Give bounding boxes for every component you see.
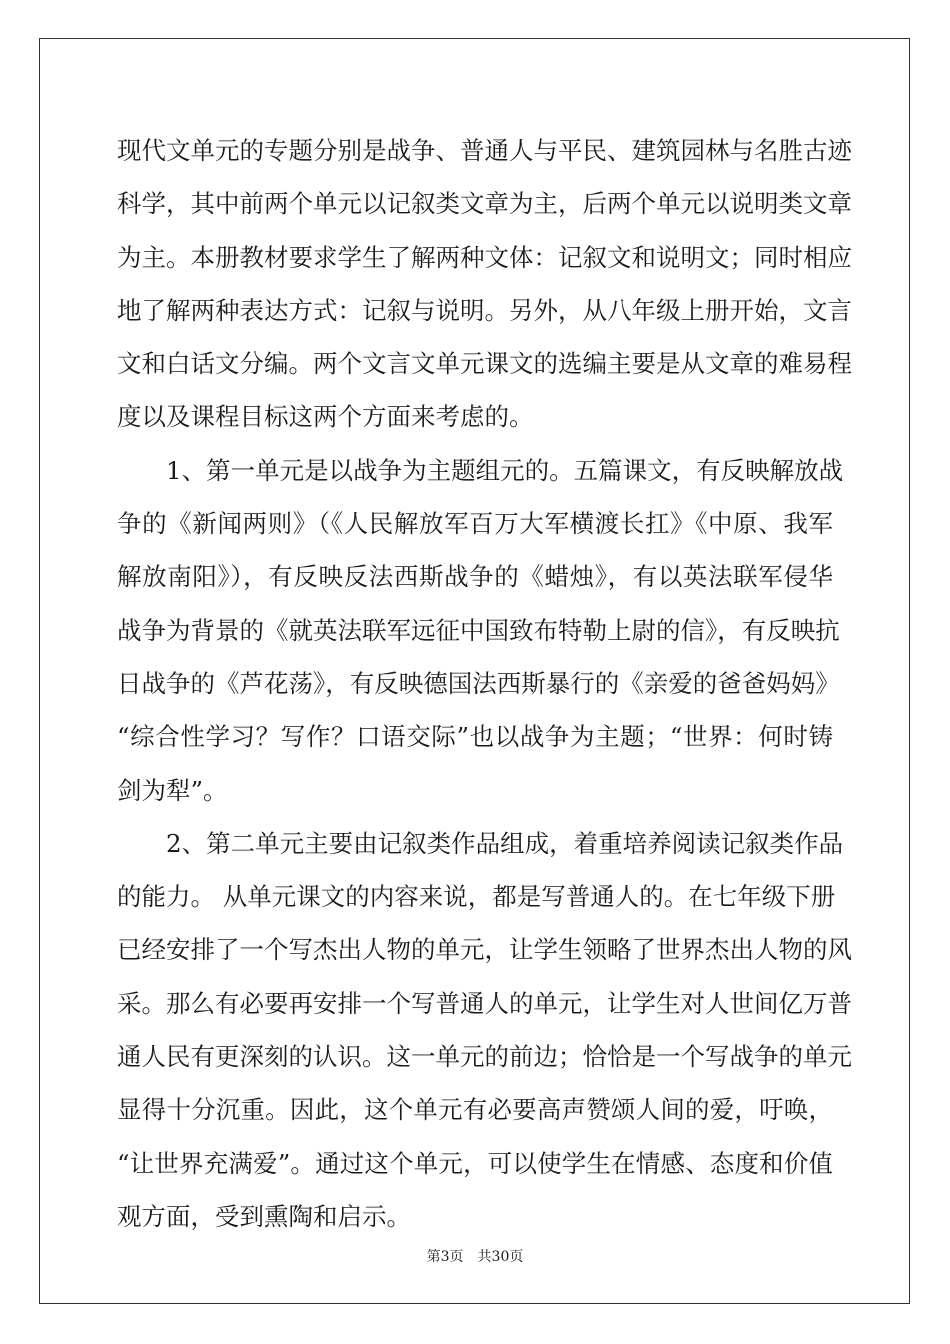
- text-line: 日战争的《芦花荡》，有反映德国法西斯暴行的《亲爱的爸爸妈妈》: [117, 668, 840, 698]
- text-line: 的能力。 从单元课文的内容来说，都是写普通人的。在七年级下册: [117, 882, 836, 912]
- text-line: 通人民有更深刻的认识。这一单元的前边；恰恰是一个写战争的单元: [117, 1042, 852, 1072]
- page-number: 第3页 共30页: [426, 1249, 524, 1265]
- document-body: [117, 124, 852, 1243]
- text-line: 已经安排了一个写杰出人物的单元，让学生领略了世界杰出人物的风: [117, 935, 852, 965]
- text-line: 1、第一单元是以战争为主题组元的。五篇课文，有反映解放战: [117, 455, 844, 485]
- text-line: 地了解两种表达方式：记叙与说明。另外，从八年级上册开始，文言: [117, 295, 852, 325]
- text-line: 战争为背景的《就英法联军远征中国致布特勒上尉的信》，有反映抗: [117, 615, 840, 645]
- text-line: 度以及课程目标这两个方面来考虑的。: [117, 402, 534, 432]
- text-line: 观方面，受到熏陶和启示。: [117, 1201, 411, 1231]
- text-line: 为主。本册教材要求学生了解两种文体：记叙文和说明文；同时相应: [117, 242, 852, 272]
- text-line: 科学，其中前两个单元以记叙类文章为主，后两个单元以说明类文章: [117, 189, 852, 219]
- text-line: 争的《新闻两则》（《人民解放军百万大军横渡长扛》《中原、我军: [117, 509, 833, 539]
- text-line: 现代文单元的专题分别是战争、普通人与平民、建筑园林与名胜古迹: [117, 136, 852, 165]
- text-line: 采。那么有必要再安排一个写普通人的单元，让学生对人世间亿万普: [117, 988, 852, 1018]
- text-line: 文和白话文分编。两个文言文单元课文的选编主要是从文章的难易程: [117, 349, 852, 379]
- text-line: “综合性学习？写作？口语交际”也以战争为主题；“世界：何时铸: [117, 722, 833, 752]
- text-line: 2、第二单元主要由记叙类作品组成，着重培养阅读记叙类作品: [117, 828, 844, 858]
- text-line: 解放南阳》），有反映反法西斯战争的《蜡烛》，有以英法联军侵华: [117, 562, 833, 592]
- text-line: “让世界充满爱”。通过这个单元，可以使学生在情感、态度和价值: [117, 1148, 833, 1178]
- text-line: 显得十分沉重。因此，这个单元有必要高声赞颂人间的爱，吁唤，: [117, 1095, 833, 1125]
- text-line: 剑为犁”。: [117, 775, 228, 805]
